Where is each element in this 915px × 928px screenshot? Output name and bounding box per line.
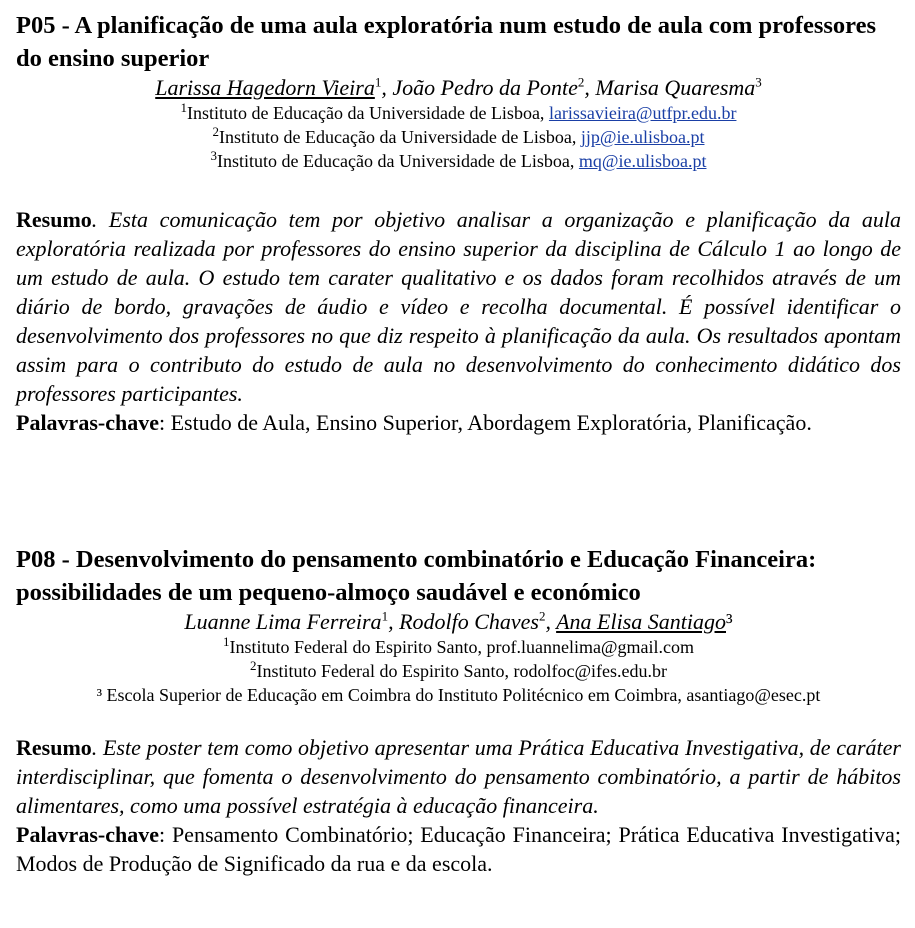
author-list: [16, 75, 901, 101]
affiliation-sup: 1: [223, 634, 230, 649]
affiliation-sup: ³: [96, 685, 102, 705]
author-name: Ana Elisa Santiago: [556, 609, 726, 634]
author-name: Luanne Lima Ferreira: [184, 609, 382, 634]
author-sep: ,: [584, 75, 596, 100]
keywords: [16, 820, 901, 878]
author-sup: 2: [577, 74, 585, 90]
resumo-text: . Este poster tem como objetivo apresentar uma Prática Educativa Investigativa, de caráter interdisciplinar, que fomenta o desenvolvimento do pensamento combinatório, a partir de hábitos alimentares, como uma possível estratégia à educação financeira.: [16, 735, 901, 818]
email-link[interactable]: larissavieira@utfpr.edu.br: [548, 103, 737, 123]
affiliation-sup: 2: [212, 124, 220, 139]
affiliation: [16, 125, 901, 149]
author-name: Rodolfo Chaves: [399, 609, 539, 634]
keywords-label: Palavras-chave: [16, 822, 159, 847]
affiliation-text: Instituto de Educação da Universidade de Lisboa,: [217, 151, 579, 171]
author-sup: ³: [726, 609, 733, 634]
author-list: [16, 609, 901, 635]
author-sup: 1: [381, 608, 389, 624]
affiliation-sup: 3: [210, 148, 218, 163]
author-sup: 1: [374, 74, 382, 90]
author-sup: 2: [539, 608, 546, 624]
paper-p08: [16, 543, 901, 878]
resumo-label: Resumo: [16, 207, 92, 232]
author-name: Marisa Quaresma: [595, 75, 756, 100]
affiliation: [16, 635, 901, 659]
keywords-label: Palavras-chave: [16, 410, 159, 435]
email-link[interactable]: mq@ie.ulisboa.pt: [578, 151, 707, 171]
author: [392, 75, 595, 100]
author: [184, 609, 399, 634]
author: [155, 75, 392, 100]
resumo-text: . Esta comunicação tem por objetivo analisar a organização e planificação da aula exploratória realizada por professores do ensino superior da disciplina de Cálculo 1 ao longo de um estudo de aula. O estudo tem carater qualitativo e os dados foram recolhidos através de um diário de bordo, gravações de áudio e vídeo e recolha documental. É possível identificar o desenvolvimento dos professores no que diz respeito à planificação da aula. Os resultados apontam assim para o contributo do estudo de aula no desenvolvimento do conhecimento didático dos professores participantes.: [16, 207, 901, 406]
author-sep: ,: [545, 609, 557, 634]
author-name: João Pedro da Ponte: [392, 75, 578, 100]
affiliation: [16, 659, 901, 683]
author: [595, 75, 761, 100]
author: [399, 609, 556, 634]
paper-p05: [16, 9, 901, 437]
resumo-label: Resumo: [16, 735, 92, 760]
keywords-text: : Pensamento Combinatório; Educação Financeira; Prática Educativa Investigativa; Modos de Produção de Significado da rua e da escola.: [16, 822, 901, 876]
author-sup: 3: [755, 74, 762, 90]
affiliation-sup: 2: [249, 658, 257, 673]
author-sep: ,: [388, 609, 400, 634]
affiliation-sup: 1: [180, 100, 188, 115]
affiliation-text: Instituto Federal do Espirito Santo, prof.luannelima@gmail.com: [229, 637, 694, 657]
abstract-resumo: [16, 205, 901, 408]
affiliation: [16, 101, 901, 125]
author-sep: ,: [381, 75, 393, 100]
keywords: [16, 408, 901, 437]
abstract-resumo: [16, 733, 901, 820]
affiliation: [16, 149, 901, 173]
affiliation-text: Instituto Federal do Espirito Santo, rodolfoc@ifes.edu.br: [256, 661, 667, 681]
paper-title: P05 - A planificação de uma aula exploratória num estudo de aula com professores do ensino superior: [16, 12, 877, 72]
paper-title: P08 - Desenvolvimento do pensamento combinatório e Educação Financeira: possibilidades de um pequeno-almoço saudável e económico: [16, 546, 817, 606]
author: [556, 609, 733, 634]
affiliation-text: Instituto de Educação da Universidade de Lisboa,: [187, 103, 549, 123]
affiliation-text: Escola Superior de Educação em Coimbra do Instituto Politécnico em Coimbra, asantiago@esec.pt: [102, 685, 821, 705]
author-name: Larissa Hagedorn Vieira: [155, 75, 375, 100]
keywords-text: : Estudo de Aula, Ensino Superior, Abordagem Exploratória, Planificação.: [158, 410, 812, 435]
affiliation: [16, 683, 901, 707]
affiliation-text: Instituto de Educação da Universidade de Lisboa,: [219, 127, 581, 147]
email-link[interactable]: jjp@ie.ulisboa.pt: [580, 127, 705, 147]
